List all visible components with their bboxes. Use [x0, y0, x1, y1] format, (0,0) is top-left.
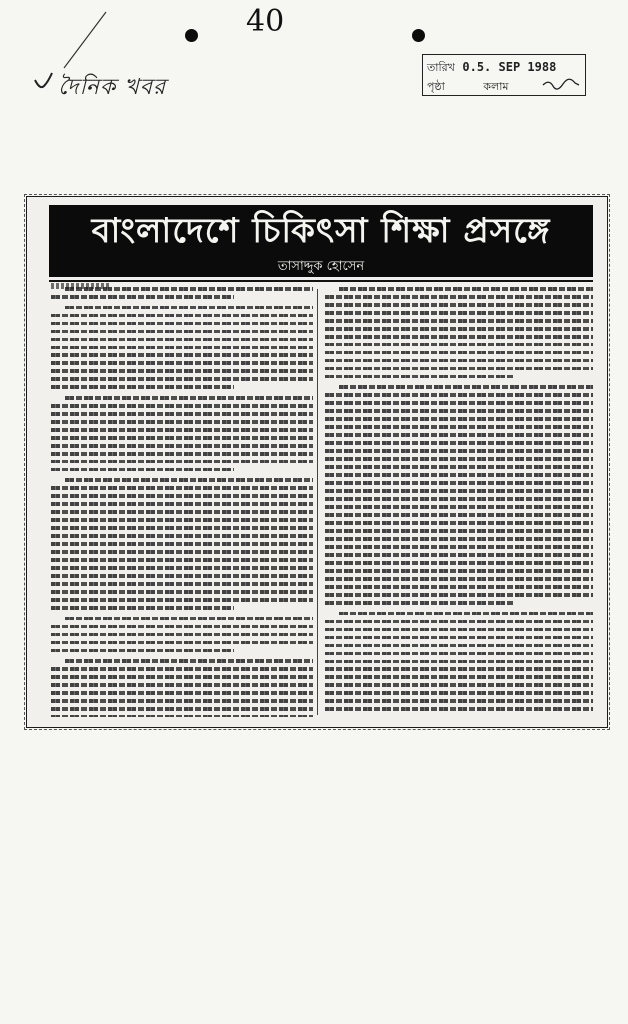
- print-line: [325, 699, 593, 703]
- print-line: [339, 287, 593, 291]
- print-line: [325, 561, 593, 565]
- print-line: [325, 327, 593, 331]
- date-stamp: [422, 54, 586, 96]
- print-line: [51, 346, 313, 350]
- print-line: [325, 652, 593, 656]
- print-line: [51, 574, 313, 578]
- print-line: [51, 558, 313, 562]
- print-line: [51, 649, 234, 653]
- print-line: [325, 473, 593, 477]
- print-line: [325, 457, 593, 461]
- print-line: [325, 311, 593, 315]
- article-column-left: [51, 287, 313, 717]
- print-line: [325, 529, 593, 533]
- print-line: [51, 444, 313, 448]
- print-line: [51, 412, 313, 416]
- print-line: [325, 465, 593, 469]
- print-line: [325, 505, 593, 509]
- print-line: [325, 319, 593, 323]
- print-line: [325, 343, 593, 347]
- print-line: [325, 359, 593, 363]
- print-line: [325, 497, 593, 501]
- signature-scribble: [541, 77, 581, 91]
- print-line: [51, 667, 313, 671]
- print-line: [325, 401, 593, 405]
- print-line: [325, 585, 593, 589]
- print-line: [51, 428, 313, 432]
- print-line: [325, 620, 593, 624]
- print-line: [51, 502, 313, 506]
- print-line: [325, 569, 593, 573]
- print-line: [325, 537, 593, 541]
- print-line: [51, 633, 313, 637]
- print-line: [51, 361, 313, 365]
- print-line: [325, 675, 593, 679]
- print-line: [51, 606, 234, 610]
- print-line: [325, 660, 593, 664]
- print-line: [51, 385, 234, 389]
- print-line: [325, 303, 593, 307]
- print-line: [51, 566, 313, 570]
- print-line: [51, 590, 313, 594]
- print-line: [325, 707, 593, 711]
- print-line: [51, 353, 313, 357]
- print-line: [51, 460, 313, 464]
- print-line: [51, 598, 313, 602]
- print-line: [51, 322, 313, 326]
- print-line: [51, 683, 313, 687]
- print-line: [65, 478, 313, 482]
- print-line: [325, 409, 593, 413]
- print-line: [325, 683, 593, 687]
- print-line: [65, 287, 313, 291]
- print-line: [325, 577, 593, 581]
- print-line: [325, 553, 593, 557]
- print-line: [325, 644, 593, 648]
- print-line: [51, 436, 313, 440]
- print-line: [325, 375, 513, 379]
- print-line: [51, 377, 313, 381]
- print-line: [51, 625, 313, 629]
- article-column-right: [325, 287, 593, 717]
- print-line: [339, 612, 593, 616]
- print-line: [51, 707, 313, 711]
- print-line: [51, 534, 313, 538]
- print-line: [325, 601, 513, 605]
- print-line: [51, 542, 313, 546]
- print-line: [325, 295, 593, 299]
- print-line: [51, 550, 313, 554]
- date-label: তারিখ: [427, 61, 455, 74]
- print-line: [325, 489, 593, 493]
- punch-hole-right: [412, 29, 425, 42]
- article-headline: বাংলাদেশে চিকিৎসা শিক্ষা প্রসঙ্গে: [49, 205, 593, 257]
- print-line: [65, 617, 313, 621]
- print-line: [325, 628, 593, 632]
- print-line: [51, 510, 313, 514]
- stamp-date: 0.5. SEP 1988: [462, 60, 557, 74]
- tick-mark-icon: [32, 70, 54, 92]
- print-line: [51, 338, 313, 342]
- print-line: [325, 513, 593, 517]
- print-line: [65, 659, 313, 663]
- page-number: 40: [246, 4, 285, 39]
- print-line: [51, 715, 313, 717]
- print-line: [51, 330, 313, 334]
- print-line: [325, 667, 593, 671]
- print-line: [339, 385, 593, 389]
- print-line: [325, 441, 593, 445]
- print-line: [325, 636, 593, 640]
- newspaper-name: দৈনিক খবর: [58, 75, 167, 100]
- print-line: [325, 691, 593, 695]
- column-divider: [317, 289, 318, 715]
- print-line: [51, 468, 234, 472]
- print-line: [65, 306, 313, 310]
- print-line: [51, 582, 313, 586]
- print-line: [51, 691, 313, 695]
- punch-hole-left: [185, 29, 198, 42]
- newspaper-clipping: [26, 196, 608, 728]
- print-line: [325, 351, 593, 355]
- column-label: কলাম: [483, 80, 509, 93]
- print-line: [51, 486, 313, 490]
- page-label: পৃষ্ঠা: [427, 80, 445, 93]
- article-byline: তাসাদ্দুক হোসেন: [49, 257, 593, 277]
- print-line: [65, 396, 313, 400]
- print-line: [325, 393, 593, 397]
- print-line: [325, 593, 593, 597]
- print-line: [51, 699, 313, 703]
- print-line: [325, 521, 593, 525]
- print-line: [51, 526, 313, 530]
- print-line: [325, 367, 593, 371]
- print-line: [51, 369, 313, 373]
- print-line: [325, 449, 593, 453]
- print-line: [51, 404, 313, 408]
- print-line: [51, 494, 313, 498]
- print-line: [325, 417, 593, 421]
- print-line: [51, 314, 313, 318]
- print-line: [325, 481, 593, 485]
- print-line: [51, 518, 313, 522]
- print-line: [51, 295, 234, 299]
- pen-stroke-mark: [58, 10, 108, 70]
- print-line: [51, 420, 313, 424]
- print-line: [325, 545, 593, 549]
- print-line: [325, 433, 593, 437]
- print-line: [51, 452, 313, 456]
- print-line: [51, 641, 313, 645]
- headline-rule: [49, 280, 593, 282]
- print-line: [325, 425, 593, 429]
- print-line: [325, 335, 593, 339]
- print-line: [51, 675, 313, 679]
